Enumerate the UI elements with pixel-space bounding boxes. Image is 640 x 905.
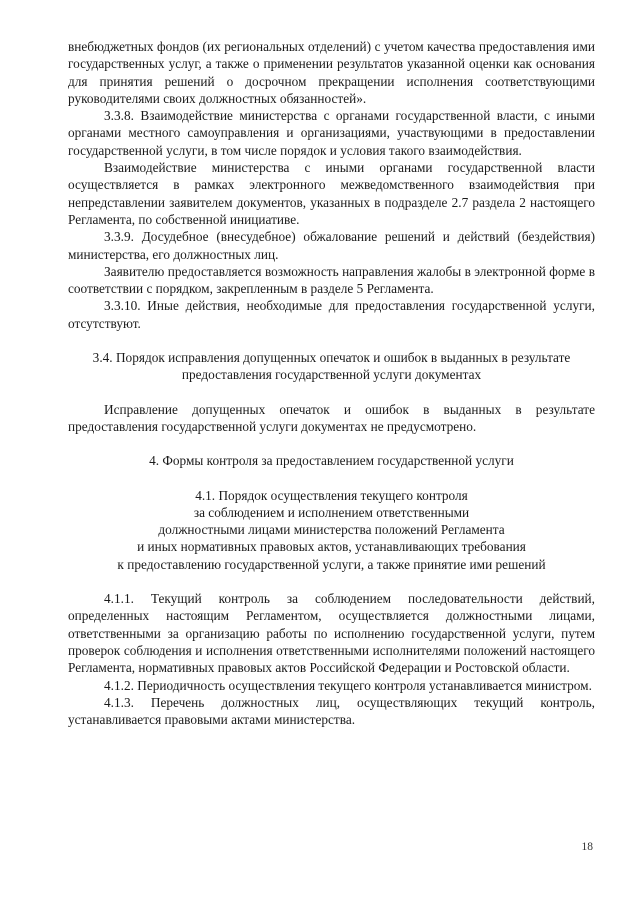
section-4-1-1: 4.1.1. Текущий контроль за соблюдением последовательности действий, определенных настоящим Регламентом, осуществляется должностными лицами, ответственными за организацию работы по исполнению государственной услуги, путем проверок соблюдения и исполнения ответственными исполнителями положений настоящего Регламента, нормативных правовых актов Российской Федерации и Ростовской области.	[68, 591, 595, 676]
heading-line: к предоставлению государственной услуги, а также принятие ими решений	[117, 556, 546, 572]
heading-line: за соблюдением и исполнением ответственными	[193, 504, 470, 520]
heading-line: 4.1. Порядок осуществления текущего контроля	[195, 487, 468, 503]
section-3-3-10: 3.3.10. Иные действия, необходимые для предоставления государственной услуги, отсутствуют.	[68, 298, 595, 331]
section-4-1-3: 4.1.3. Перечень должностных лиц, осуществляющих текущий контроль, устанавливается правовыми актами министерства.	[68, 694, 595, 728]
paragraph: Исправление допущенных опечаток и ошибок в выданных в результате предоставления государственной услуги документах не предусмотрено.	[68, 401, 595, 434]
heading-section-4: 4. Формы контроля за предоставлением государственной услуги	[149, 453, 514, 469]
section-4-1-2: 4.1.2. Периодичность осуществления текущего контроля устанавливается министром.	[104, 677, 592, 693]
page-number: 18	[581, 841, 593, 853]
section-3-3-9: 3.3.9. Досудебное (внесудебное) обжалование решений и действий (бездействия) министерства, его должностных лиц.	[68, 229, 595, 262]
document-body	[68, 38, 595, 728]
paragraph: Взаимодействие министерства с иными органами государственной власти осуществляется в рамках электронного межведомственного взаимодействия при непредставлении заявителем документов, указанных в подразделе 2.7 раздела 2 настоящего Регламента, по собственной инициативе.	[68, 160, 595, 227]
paragraph: Заявителю предоставляется возможность направления жалобы в электронной форме в соответствии с порядком, закрепленным в разделе 5 Регламента.	[68, 263, 595, 297]
paragraph: внебюджетных фондов (их региональных отделений) с учетом качества предоставления ими государственных услуг, а также о применении результатов указанной оценки как основания для принятия решений о досрочном прекращении исполнения соответствующими руководителями своих должностных обязанностей».	[68, 39, 595, 106]
heading-4-1	[68, 487, 595, 573]
section-3-3-8: 3.3.8. Взаимодействие министерства с органами государственной власти, с иными органами местного самоуправления и организациями, участвующими в предоставлении государственной услуги, в том числе порядок и условия такого взаимодействия.	[68, 108, 595, 158]
heading-line: и иных нормативных правовых актов, устанавливающих требования	[137, 539, 526, 555]
heading-3-4: 3.4. Порядок исправления допущенных опечаток и ошибок в выданных в результате предоставления государственной услуги документах	[92, 350, 571, 383]
heading-line: должностными лицами министерства положений Регламента	[158, 522, 505, 538]
